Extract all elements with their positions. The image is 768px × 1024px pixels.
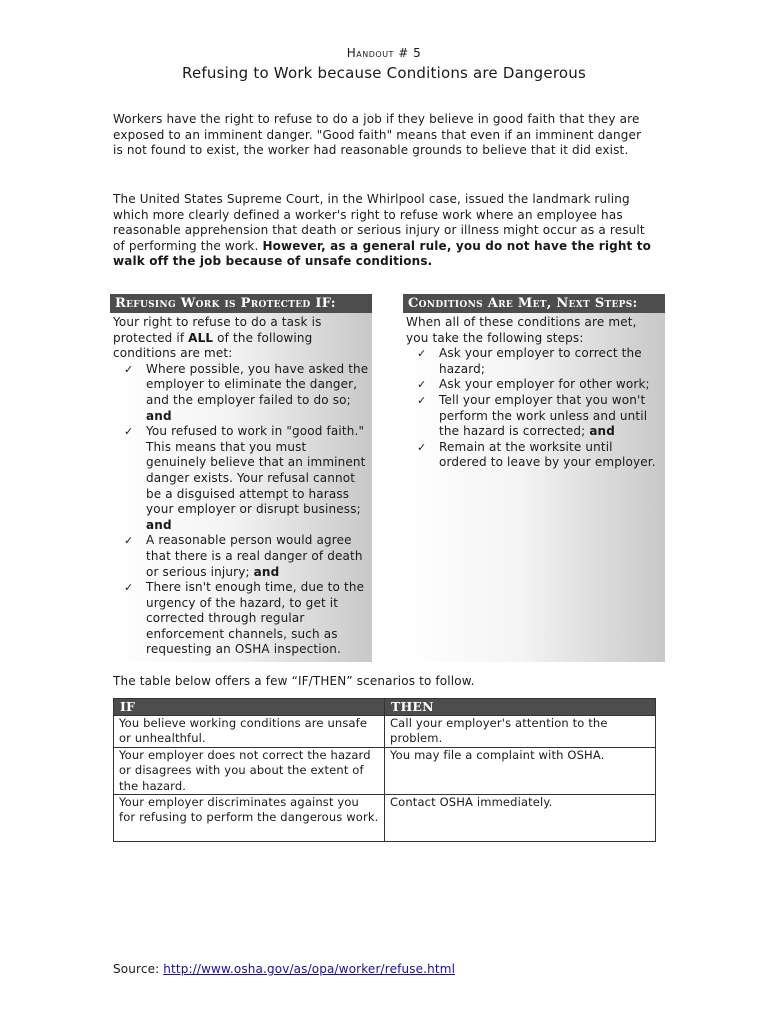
- checkmark-icon: ✓: [124, 362, 134, 376]
- next-steps-heading: Conditions Are Met, Next Steps:: [403, 294, 665, 313]
- list-item: ✓ You refused to work in "good faith." This means that you must genuinely believe that an imminent danger exists. Your refusal cannot be a disguised attempt to harass your employer or disrupt business; and: [124, 424, 366, 532]
- if-then-table: [113, 698, 656, 842]
- source-label: Source:: [113, 962, 164, 976]
- protected-conditions-list: [113, 362, 369, 658]
- list-item: ✓ Ask your employer to correct the hazard;: [417, 346, 642, 376]
- intro-paragraph-2-bold: However, as a general rule, you do not have the right to walk off the job because of unsafe conditions.: [113, 238, 652, 269]
- table-cell: You believe working conditions are unsafe or unhealthful.: [114, 716, 385, 748]
- table-header-row: [114, 699, 656, 716]
- protected-conditions-heading: Refusing Work is Protected IF:: [110, 294, 372, 313]
- checkmark-icon: ✓: [124, 534, 134, 548]
- source-link[interactable]: http://www.osha.gov/as/opa/worker/refuse.html: [163, 962, 456, 976]
- table-intro: The table below offers a few “IF/THEN” scenarios to follow.: [113, 674, 475, 688]
- next-steps-list: [406, 346, 662, 471]
- table-row: [114, 748, 656, 795]
- table-cell: Call your employer's attention to the problem.: [385, 716, 656, 748]
- checkmark-icon: ✓: [124, 581, 134, 595]
- handout-label: Handout # 5: [346, 46, 422, 60]
- protected-conditions-intro: Your right to refuse to do a task is protected if ALL of the following conditions are met:: [113, 315, 322, 361]
- next-steps-box: [403, 294, 665, 662]
- list-item: ✓ Remain at the worksite until ordered to leave by your employer.: [417, 439, 656, 470]
- list-item: ✓ A reasonable person would agree that there is a real danger of death or serious injury; and: [124, 533, 363, 579]
- checkmark-icon: ✓: [417, 347, 427, 361]
- next-steps-intro: When all of these conditions are met, you take the following steps:: [406, 315, 637, 345]
- table-row: [114, 716, 656, 748]
- page-title: Refusing to Work because Conditions are Dangerous: [182, 64, 586, 82]
- checkmark-icon: ✓: [124, 425, 134, 439]
- table-row: [114, 795, 656, 842]
- protected-conditions-box: [110, 294, 372, 662]
- list-item: ✓ There isn't enough time, due to the urgency of the hazard, to get it corrected through regular enforcement channels, such as requesting an OSHA inspection.: [124, 580, 365, 657]
- list-item: ✓ Ask your employer for other work;: [417, 377, 650, 392]
- intro-paragraph-2: [113, 192, 653, 270]
- source-line: [113, 962, 455, 976]
- column-header-if: IF: [114, 699, 385, 716]
- table-cell: You may file a complaint with OSHA.: [385, 748, 656, 795]
- column-header-then: THEN: [385, 699, 656, 716]
- intro-paragraph-2-text: The United States Supreme Court, in the Whirlpool case, issued the landmark ruling which more clearly defined a worker's right to refuse work where an employee has reasonable apprehension that death or serious injury or illness might occur as a result of performing the work.: [113, 192, 645, 253]
- table-cell: Your employer discriminates against you for refusing to perform the dangerous work.: [114, 795, 385, 842]
- checkmark-icon: ✓: [417, 440, 427, 454]
- table-cell: Your employer does not correct the hazard or disagrees with you about the extent of the hazard.: [114, 748, 385, 795]
- list-item: ✓ Tell your employer that you won't perform the work unless and until the hazard is corrected; and: [417, 392, 648, 439]
- checkmark-icon: ✓: [417, 393, 427, 407]
- checkmark-icon: ✓: [417, 378, 427, 392]
- list-item: ✓ Where possible, you have asked the employer to eliminate the danger, and the employer failed to do so; and: [124, 361, 369, 423]
- table-cell: Contact OSHA immediately.: [385, 795, 656, 842]
- intro-paragraph-1: Workers have the right to refuse to do a job if they believe in good faith that they are exposed to an imminent danger. "Good faith" means that even if an imminent danger is not found to exist, the worker had reasonable grounds to believe that it did exist.: [113, 112, 642, 158]
